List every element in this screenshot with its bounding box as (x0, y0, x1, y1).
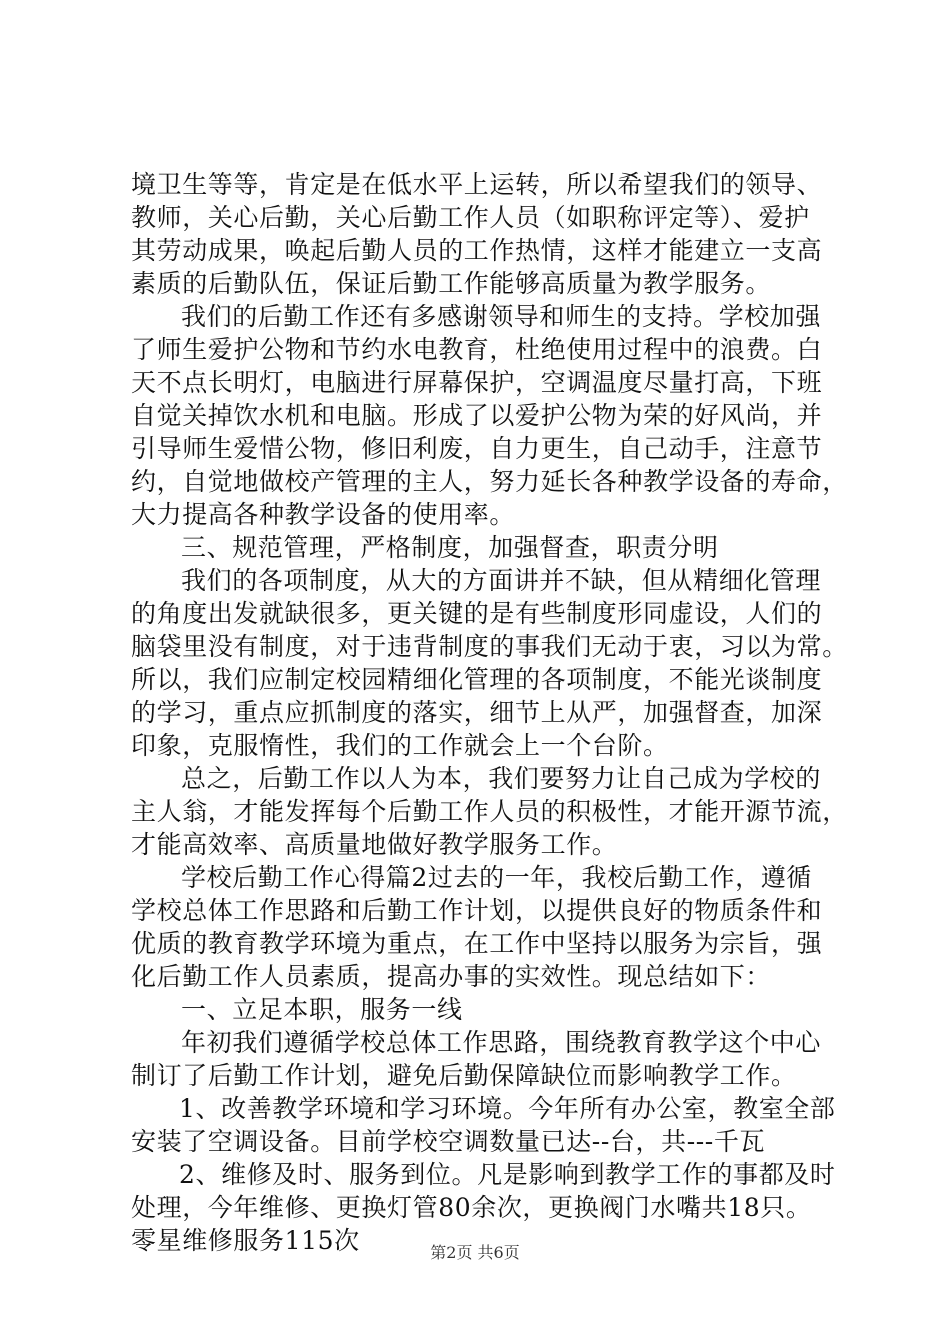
text-line: 印象，克服惰性，我们的工作就会上一个台阶。 (131, 731, 669, 760)
section-heading: 三、规范管理，严格制度，加强督查，职责分明 (181, 533, 719, 562)
text-line: 制订了后勤工作计划，避免后勤保障缺位而影响教学工作。 (131, 1061, 797, 1090)
text-line: 其劳动成果，唤起后勤人员的工作热情，这样才能建立一支高 (131, 236, 823, 265)
text-line: 主人翁，才能发挥每个后勤工作人员的积极性，才能开源节流， (131, 797, 848, 826)
text-line: 大力提高各种教学设备的使用率。 (131, 500, 516, 529)
paragraph-start-line: 总之，后勤工作以人为本，我们要努力让自己成为学校的 (181, 764, 822, 793)
section-heading: 一、立足本职，服务一线 (181, 995, 463, 1024)
text-line: 才能高效率、高质量地做好教学服务工作。 (131, 830, 618, 859)
text-line: 化后勤工作人员素质，提高办事的实效性。现总结如下： (131, 962, 772, 991)
text-line: 的学习，重点应抓制度的落实，细节上从严，加强督查，加深 (131, 698, 823, 727)
text-line: 素质的后勤队伍，保证后勤工作能够高质量为教学服务。 (131, 269, 772, 298)
paragraph-start-line: 我们的各项制度，从大的方面讲并不缺，但从精细化管理 (181, 566, 822, 595)
text-line: 引导师生爱惜公物，修旧利废，自力更生，自己动手，注意节 (131, 434, 823, 463)
document-body (131, 168, 848, 1257)
text-line: 脑袋里没有制度，对于违背制度的事我们无动于衷，习以为常。 (131, 632, 848, 661)
paragraph-start-line: 学校后勤工作心得篇2过去的一年，我校后勤工作，遵循 (181, 863, 812, 892)
list-item-line: 2、维修及时、服务到位。凡是影响到教学工作的事都及时 (179, 1160, 836, 1189)
text-line: 的角度出发就缺很多，更关键的是有些制度形同虚设，人们的 (131, 599, 823, 628)
page-footer (0, 1243, 950, 1263)
text-line: 处理，今年维修、更换灯管80余次，更换阀门水嘴共18只。 (131, 1193, 812, 1222)
paragraph-start-line: 我们的后勤工作还有多感谢领导和师生的支持。学校加强 (181, 302, 822, 331)
text-line: 境卫生等等，肯定是在低水平上运转，所以希望我们的领导、 (131, 170, 823, 199)
text-line: 优质的教育教学环境为重点，在工作中坚持以服务为宗旨，强 (131, 929, 823, 958)
text-line: 教师，关心后勤，关心后勤工作人员（如职称评定等）、爱护 (131, 203, 810, 232)
text-line: 天不点长明灯，电脑进行屏幕保护，空调温度尽量打高，下班 (131, 368, 823, 397)
text-line: 了师生爱护公物和节约水电教育，杜绝使用过程中的浪费。白 (131, 335, 823, 364)
text-line: 学校总体工作思路和后勤工作计划，以提供良好的物质条件和 (131, 896, 823, 925)
text-line: 零星维修服务115次 (131, 1226, 360, 1255)
list-item-line: 1、改善教学环境和学习环境。今年所有办公室，教室全部 (179, 1094, 836, 1123)
text-line: 所以，我们应制定校园精细化管理的各项制度，不能光谈制度 (131, 665, 823, 694)
page-number: 第2页 共6页 (430, 1243, 520, 1262)
paragraph-start-line: 年初我们遵循学校总体工作思路，围绕教育教学这个中心 (181, 1028, 822, 1057)
text-line: 约，自觉地做校产管理的主人，努力延长各种教学设备的寿命， (131, 467, 848, 496)
text-line: 自觉关掉饮水机和电脑。形成了以爱护公物为荣的好风尚，并 (131, 401, 823, 430)
text-line: 安装了空调设备。目前学校空调数量已达--台，共---千瓦 (131, 1127, 766, 1156)
